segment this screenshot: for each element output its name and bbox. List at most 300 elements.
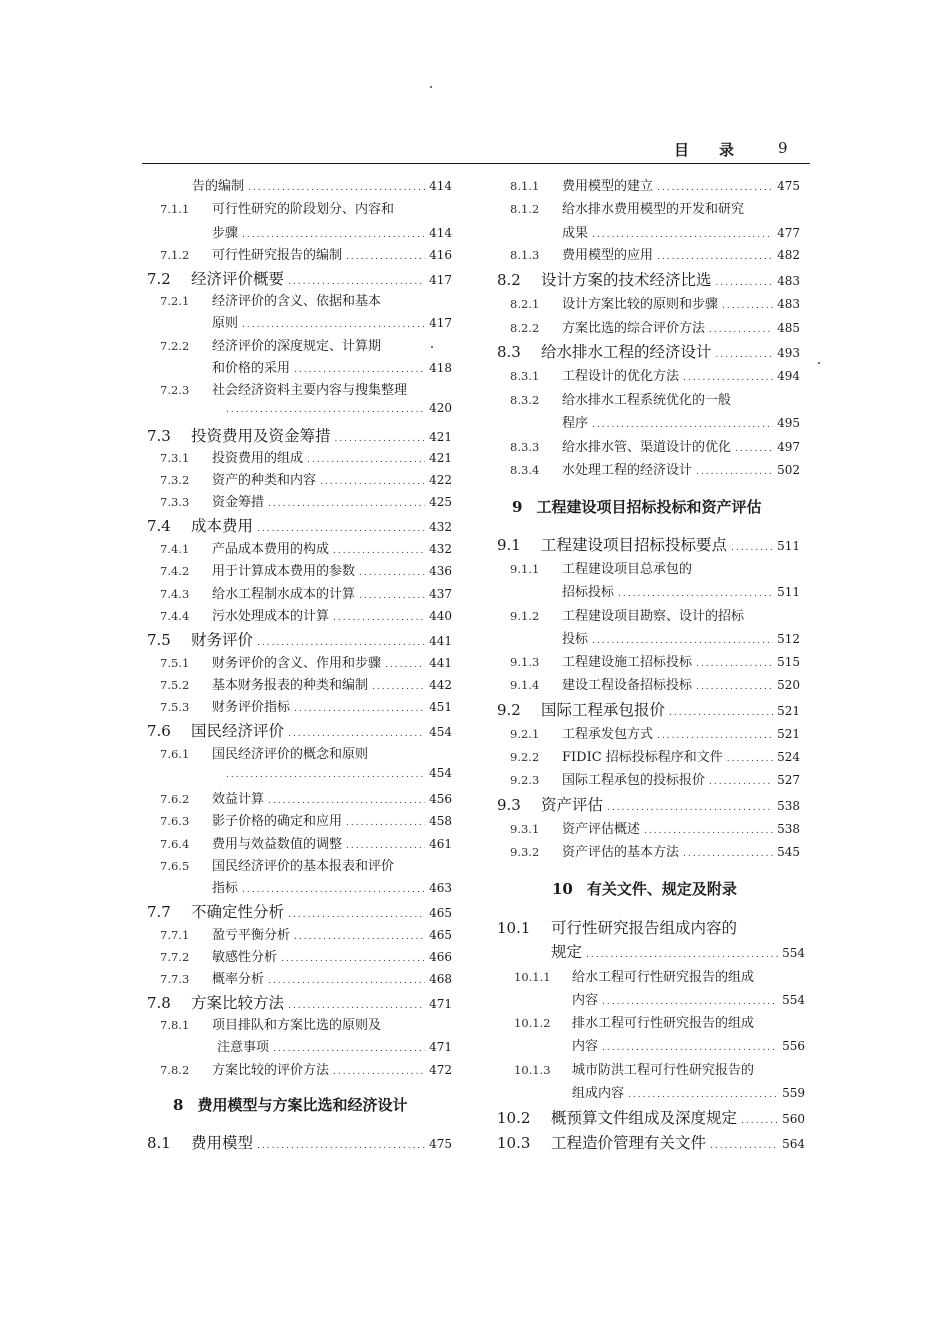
dot-leader bbox=[696, 467, 773, 477]
dot-leader bbox=[346, 252, 425, 262]
toc-subsection-entry[interactable] bbox=[510, 818, 800, 837]
entry-title: 投资费用的组成 bbox=[212, 451, 304, 466]
entry-title: 资金筹措 bbox=[212, 495, 265, 510]
entry-number: 7.7 bbox=[147, 903, 171, 921]
entry-page-number: 417 bbox=[429, 316, 452, 330]
entry-title: 可行性研究报告的编制 bbox=[212, 248, 343, 263]
entry-number: 7.6 bbox=[147, 722, 171, 740]
toc-subsection-entry[interactable] bbox=[160, 469, 452, 488]
toc-subsection-entry[interactable] bbox=[160, 924, 452, 943]
entry-number: 7.6.1 bbox=[160, 747, 190, 761]
entry-page-number: 422 bbox=[429, 473, 452, 487]
entry-number: 7.6.3 bbox=[160, 814, 190, 828]
entry-page-number: 554 bbox=[782, 946, 805, 960]
dot-leader bbox=[359, 591, 425, 601]
entry-page-number: 471 bbox=[429, 997, 452, 1011]
toc-subsection-entry[interactable] bbox=[160, 379, 452, 398]
toc-entry-continuation[interactable] bbox=[562, 222, 800, 241]
entry-number: 7.4.3 bbox=[160, 587, 190, 601]
dot-leader bbox=[731, 543, 773, 553]
dot-leader bbox=[333, 1067, 425, 1077]
toc-entry-continuation[interactable] bbox=[551, 940, 805, 962]
dot-leader bbox=[385, 660, 425, 670]
entry-page-number: 418 bbox=[429, 361, 452, 375]
entry-page-number: 432 bbox=[429, 520, 452, 534]
entry-page-number: 512 bbox=[777, 632, 800, 646]
entry-page-number: 421 bbox=[429, 430, 452, 444]
dot-leader bbox=[320, 477, 425, 487]
toc-section-entry[interactable] bbox=[147, 424, 452, 446]
entry-page-number: 493 bbox=[777, 346, 800, 360]
entry-title: 工程建设项目招标投标要点 bbox=[541, 536, 728, 554]
dot-leader bbox=[294, 704, 425, 714]
toc-entry-continuation[interactable] bbox=[562, 412, 800, 431]
entry-title: 方案比较方法 bbox=[191, 994, 285, 1012]
dot-leader bbox=[346, 818, 425, 828]
entry-title: 内容 bbox=[572, 1039, 599, 1054]
entry-title: 经济评价的含义、依据和基本 bbox=[212, 294, 382, 309]
dot-leader bbox=[716, 278, 774, 288]
toc-entry-continuation[interactable] bbox=[562, 581, 800, 600]
entry-page-number: 441 bbox=[429, 634, 452, 648]
dot-leader bbox=[716, 350, 774, 360]
dot-leader bbox=[735, 444, 773, 454]
entry-title: 经济评价概要 bbox=[191, 270, 285, 288]
toc-subsection-entry[interactable] bbox=[510, 293, 800, 312]
toc-subsection-entry[interactable] bbox=[510, 459, 800, 478]
dot-leader bbox=[628, 1090, 778, 1100]
entry-title: 成果 bbox=[562, 226, 589, 241]
entry-number: 7.2.1 bbox=[160, 294, 190, 308]
dot-leader bbox=[333, 546, 425, 556]
entry-number: 8.3.2 bbox=[510, 393, 540, 407]
dot-leader bbox=[607, 803, 773, 813]
entry-title: 国民经济评价的概念和原则 bbox=[212, 747, 369, 762]
entry-page-number: 559 bbox=[782, 1086, 805, 1100]
entry-number: 7.8.1 bbox=[160, 1018, 190, 1032]
entry-page-number: 494 bbox=[777, 369, 800, 383]
entry-number: 8.1 bbox=[147, 1134, 171, 1152]
entry-number: 7.7.3 bbox=[160, 972, 190, 986]
dot-leader bbox=[288, 277, 425, 287]
toc-subsection-entry[interactable] bbox=[510, 317, 800, 336]
dot-leader bbox=[226, 770, 425, 780]
chapter-title: 有关文件、规定及附录 bbox=[586, 880, 737, 898]
toc-section-entry[interactable] bbox=[497, 916, 800, 938]
entry-page-number: 554 bbox=[782, 993, 805, 1007]
toc-section-entry[interactable] bbox=[497, 1131, 805, 1153]
entry-number: 7.7.1 bbox=[160, 928, 190, 942]
entry-number: 8.3.1 bbox=[510, 369, 540, 383]
dot-leader bbox=[268, 796, 425, 806]
toc-entry-continuation[interactable] bbox=[572, 1082, 805, 1101]
entry-title: 步骤 bbox=[212, 226, 239, 241]
toc-subsection-entry[interactable] bbox=[510, 605, 800, 624]
entry-title: 水处理工程的经济设计 bbox=[562, 463, 693, 478]
entry-number: 7.6.2 bbox=[160, 792, 190, 806]
dot-leader bbox=[226, 405, 425, 415]
dot-leader bbox=[696, 659, 773, 669]
entry-title: 建设工程设备招标投标 bbox=[562, 678, 693, 693]
toc-subsection-entry[interactable] bbox=[160, 674, 452, 693]
entry-title: 国际工程承包的投标报价 bbox=[562, 773, 706, 788]
entry-title: 设计方案比较的原则和步骤 bbox=[562, 297, 719, 312]
entry-title: 成本费用 bbox=[191, 517, 254, 535]
toc-subsection-entry[interactable] bbox=[160, 447, 452, 466]
dot-leader bbox=[248, 183, 425, 193]
dot-leader bbox=[592, 636, 773, 646]
dot-leader bbox=[257, 524, 425, 534]
entry-number: 7.8.2 bbox=[160, 1063, 190, 1077]
entry-title: 基本财务报表的种类和编制 bbox=[212, 678, 369, 693]
toc-section-entry[interactable] bbox=[147, 991, 452, 1013]
toc-subsection-entry[interactable] bbox=[510, 175, 800, 194]
dot-leader bbox=[359, 568, 425, 578]
entry-title: 概率分析 bbox=[212, 972, 265, 987]
dot-leader bbox=[586, 950, 778, 960]
chapter-number: 8 bbox=[173, 1096, 184, 1114]
toc-section-entry[interactable] bbox=[497, 793, 800, 815]
dot-leader bbox=[683, 849, 773, 859]
entry-title: 费用模型的应用 bbox=[562, 248, 654, 263]
toc-subsection-entry[interactable] bbox=[510, 841, 800, 860]
entry-title: 招标投标 bbox=[562, 585, 615, 600]
entry-title: 方案比较的评价方法 bbox=[212, 1063, 330, 1078]
entry-page-number: 442 bbox=[429, 678, 452, 692]
dot-leader bbox=[709, 325, 773, 335]
entry-title: 投标 bbox=[562, 632, 589, 647]
toc-entry-continuation[interactable] bbox=[572, 989, 805, 1008]
dot-leader bbox=[268, 976, 425, 986]
entry-title: 工程造价管理有关文件 bbox=[551, 1134, 707, 1152]
entry-title: 原则 bbox=[212, 316, 239, 331]
entry-page-number: 414 bbox=[429, 179, 452, 193]
entry-title: 国民经济评价 bbox=[191, 722, 285, 740]
entry-page-number: 502 bbox=[777, 463, 800, 477]
entry-title: 组成内容 bbox=[572, 1086, 625, 1101]
toc-entry-continuation[interactable] bbox=[212, 877, 452, 896]
entry-number: 7.2.3 bbox=[160, 383, 190, 397]
toc-subsection-entry[interactable] bbox=[510, 651, 800, 670]
entry-page-number: 465 bbox=[429, 906, 452, 920]
entry-page-number: 437 bbox=[429, 587, 452, 601]
toc-subsection-entry[interactable] bbox=[510, 723, 800, 742]
toc-subsection-entry[interactable] bbox=[160, 538, 452, 557]
scan-speck bbox=[430, 86, 432, 88]
entry-number: 9.1.1 bbox=[510, 562, 540, 576]
entry-number: 7.4.1 bbox=[160, 542, 190, 556]
running-head-title: 目录 bbox=[674, 141, 765, 159]
chapter-title: 工程建设项目招标投标和资产评估 bbox=[536, 498, 762, 516]
entry-title: 可行性研究的阶段划分、内容和 bbox=[212, 202, 395, 217]
entry-page-number: 468 bbox=[429, 972, 452, 986]
entry-page-number: 521 bbox=[777, 704, 800, 718]
toc-subsection-entry[interactable] bbox=[160, 290, 452, 309]
entry-page-number: 521 bbox=[777, 727, 800, 741]
toc-subsection-entry[interactable] bbox=[160, 652, 452, 671]
toc-subsection-entry[interactable] bbox=[510, 769, 800, 788]
toc-subsection-entry[interactable] bbox=[160, 1059, 452, 1078]
dot-leader bbox=[709, 777, 773, 787]
toc-subsection-entry[interactable] bbox=[510, 244, 800, 263]
entry-number: 7.1.2 bbox=[160, 248, 190, 262]
toc-section-entry[interactable] bbox=[147, 628, 452, 650]
entry-title: 工程设计的优化方法 bbox=[562, 369, 680, 384]
toc-section-entry[interactable] bbox=[497, 698, 800, 720]
entry-number: 9.2 bbox=[497, 701, 521, 719]
toc-subsection-entry[interactable] bbox=[160, 560, 452, 579]
entry-number: 9.1.2 bbox=[510, 609, 540, 623]
toc-section-entry[interactable] bbox=[147, 514, 452, 536]
scan-speck bbox=[818, 362, 820, 364]
toc-subsection-entry[interactable] bbox=[160, 583, 452, 602]
dot-leader bbox=[602, 997, 778, 1007]
entry-number: 7.8 bbox=[147, 994, 171, 1012]
entry-number: 7.4.4 bbox=[160, 609, 190, 623]
entry-title: 设计方案的技术经济比选 bbox=[541, 271, 712, 289]
entry-number: 8.3.4 bbox=[510, 463, 540, 477]
entry-title: 注意事项 bbox=[217, 1040, 270, 1055]
toc-subsection-entry[interactable] bbox=[514, 966, 805, 985]
toc-column-right bbox=[480, 0, 810, 1344]
entry-number: 9.3.1 bbox=[510, 822, 540, 836]
entry-title: 用于计算成本费用的参数 bbox=[212, 564, 356, 579]
entry-title: 城市防洪工程可行性研究报告的 bbox=[572, 1063, 755, 1078]
dot-leader bbox=[257, 1141, 425, 1151]
dot-leader bbox=[669, 708, 773, 718]
entry-number: 9.2.2 bbox=[510, 750, 540, 764]
entry-page-number: 511 bbox=[777, 539, 800, 553]
toc-subsection-entry[interactable] bbox=[160, 335, 452, 354]
toc-section-entry[interactable] bbox=[147, 267, 452, 289]
entry-number: 7.7.2 bbox=[160, 950, 190, 964]
toc-subsection-entry[interactable] bbox=[160, 833, 452, 852]
toc-subsection-entry[interactable] bbox=[160, 198, 452, 217]
entry-page-number: 463 bbox=[429, 881, 452, 895]
toc-entry-continuation[interactable] bbox=[212, 357, 452, 376]
toc-entry-continuation[interactable] bbox=[212, 312, 452, 331]
toc-entry-continuation[interactable] bbox=[192, 175, 452, 194]
entry-number: 8.2.2 bbox=[510, 321, 540, 335]
toc-subsection-entry[interactable] bbox=[160, 810, 452, 829]
entry-title: 概预算文件组成及深度规定 bbox=[551, 1109, 738, 1127]
entry-title: 程序 bbox=[562, 416, 589, 431]
entry-page-number: 471 bbox=[429, 1040, 452, 1054]
entry-title: 费用模型的建立 bbox=[562, 179, 654, 194]
dot-leader bbox=[288, 1001, 425, 1011]
entry-number: 9.2.1 bbox=[510, 727, 540, 741]
entry-title: 财务评价的含义、作用和步骤 bbox=[212, 656, 382, 671]
entry-number: 7.4 bbox=[147, 517, 171, 535]
dot-leader bbox=[657, 252, 773, 262]
toc-subsection-entry[interactable] bbox=[160, 491, 452, 510]
entry-number: 7.5 bbox=[147, 631, 171, 649]
entry-number: 7.3.1 bbox=[160, 451, 190, 465]
toc-subsection-entry[interactable] bbox=[160, 696, 452, 715]
dot-leader bbox=[333, 613, 425, 623]
entry-title: 费用与效益数值的调整 bbox=[212, 837, 343, 852]
entry-title: 财务评价 bbox=[191, 631, 254, 649]
toc-subsection-entry[interactable] bbox=[510, 674, 800, 693]
entry-number: 10.2 bbox=[497, 1109, 531, 1127]
entry-page-number: 454 bbox=[429, 725, 452, 739]
toc-entry-continuation[interactable] bbox=[212, 222, 452, 241]
entry-number: 10.3 bbox=[497, 1134, 531, 1152]
dot-leader bbox=[722, 301, 773, 311]
entry-title: 和价格的采用 bbox=[212, 361, 291, 376]
entry-title: 方案比选的综合评价方法 bbox=[562, 321, 706, 336]
entry-title: 影子价格的确定和应用 bbox=[212, 814, 343, 829]
dot-leader bbox=[288, 910, 425, 920]
entry-title: 告的编制 bbox=[192, 179, 245, 194]
entry-page-number: 466 bbox=[429, 950, 452, 964]
entry-number: 8.3.3 bbox=[510, 440, 540, 454]
entry-page-number: 441 bbox=[429, 656, 452, 670]
toc-section-entry[interactable] bbox=[147, 719, 452, 741]
toc-subsection-entry[interactable] bbox=[514, 1012, 805, 1031]
dot-leader bbox=[242, 320, 425, 330]
toc-subsection-entry[interactable] bbox=[160, 968, 452, 987]
entry-page-number: 475 bbox=[777, 179, 800, 193]
entry-page-number: 465 bbox=[429, 928, 452, 942]
toc-section-entry[interactable] bbox=[497, 268, 800, 290]
dot-leader bbox=[696, 682, 773, 692]
entry-number: 8.2 bbox=[497, 271, 521, 289]
toc-subsection-entry[interactable] bbox=[160, 1014, 452, 1033]
dot-leader bbox=[727, 754, 773, 764]
toc-entry-continuation[interactable] bbox=[222, 766, 452, 780]
entry-title: 资产的种类和内容 bbox=[212, 473, 317, 488]
entry-page-number: 485 bbox=[777, 321, 800, 335]
entry-title: 不确定性分析 bbox=[191, 903, 285, 921]
entry-page-number: 421 bbox=[429, 451, 452, 465]
entry-title: 资产评估的基本方法 bbox=[562, 845, 680, 860]
entry-page-number: 524 bbox=[777, 750, 800, 764]
entry-page-number: 511 bbox=[777, 585, 800, 599]
dot-leader bbox=[741, 1116, 778, 1126]
toc-chapter-heading[interactable] bbox=[512, 496, 761, 517]
entry-title: 给水工程制水成本的计算 bbox=[212, 587, 356, 602]
entry-number: 8.2.1 bbox=[510, 297, 540, 311]
toc-entry-continuation[interactable] bbox=[572, 1035, 805, 1054]
entry-title: 工程承发包方式 bbox=[562, 727, 654, 742]
toc-subsection-entry[interactable] bbox=[510, 198, 800, 217]
entry-title: 效益计算 bbox=[212, 792, 265, 807]
entry-title: 国际工程承包报价 bbox=[541, 701, 666, 719]
toc-subsection-entry[interactable] bbox=[160, 788, 452, 807]
entry-number: 7.1.1 bbox=[160, 202, 190, 216]
entry-page-number: 520 bbox=[777, 678, 800, 692]
entry-page-number: 432 bbox=[429, 542, 452, 556]
entry-page-number: 495 bbox=[777, 416, 800, 430]
entry-page-number: 451 bbox=[429, 700, 452, 714]
entry-page-number: 497 bbox=[777, 440, 800, 454]
toc-section-entry[interactable] bbox=[497, 340, 800, 362]
scan-speck bbox=[431, 346, 433, 348]
entry-page-number: 461 bbox=[429, 837, 452, 851]
entry-number: 7.6.5 bbox=[160, 859, 190, 873]
toc-entry-continuation[interactable] bbox=[222, 401, 452, 415]
entry-number: 10.1.1 bbox=[514, 970, 551, 984]
toc-chapter-heading[interactable] bbox=[173, 1094, 407, 1115]
entry-page-number: 556 bbox=[782, 1039, 805, 1053]
entry-number: 7.2.2 bbox=[160, 339, 190, 353]
entry-title: 指标 bbox=[212, 881, 239, 896]
dot-leader bbox=[346, 841, 425, 851]
entry-title: 项目排队和方案比选的原则及 bbox=[212, 1018, 382, 1033]
toc-section-entry[interactable] bbox=[497, 1106, 805, 1128]
toc-entry-continuation[interactable] bbox=[562, 628, 800, 647]
dot-leader bbox=[273, 1044, 425, 1054]
toc-subsection-entry[interactable] bbox=[510, 389, 800, 408]
entry-page-number: 472 bbox=[429, 1063, 452, 1077]
toc-subsection-entry[interactable] bbox=[514, 1059, 805, 1078]
entry-page-number: 483 bbox=[777, 297, 800, 311]
dot-leader bbox=[288, 729, 425, 739]
toc-subsection-entry[interactable] bbox=[160, 605, 452, 624]
entry-page-number: 458 bbox=[429, 814, 452, 828]
entry-title: 给水工程可行性研究报告的组成 bbox=[572, 970, 755, 985]
dot-leader bbox=[644, 826, 773, 836]
entry-page-number: 417 bbox=[429, 273, 452, 287]
toc-subsection-entry[interactable] bbox=[510, 365, 800, 384]
entry-number: 9.1.4 bbox=[510, 678, 540, 692]
entry-page-number: 414 bbox=[429, 226, 452, 240]
toc-entry-continuation[interactable] bbox=[217, 1036, 452, 1055]
toc-subsection-entry[interactable] bbox=[160, 946, 452, 965]
entry-number: 9.3 bbox=[497, 796, 521, 814]
entry-number: 7.3.2 bbox=[160, 473, 190, 487]
entry-title: FIDIC 招标投标程序和文件 bbox=[562, 750, 723, 765]
entry-number: 9.2.3 bbox=[510, 773, 540, 787]
toc-chapter-heading[interactable] bbox=[552, 878, 737, 899]
entry-title: 费用模型 bbox=[191, 1134, 254, 1152]
entry-title: 工程建设项目勘察、设计的招标 bbox=[562, 609, 745, 624]
toc-subsection-entry[interactable] bbox=[510, 436, 800, 455]
entry-number: 7.5.1 bbox=[160, 656, 190, 670]
entry-title: 给水排水工程的经济设计 bbox=[541, 343, 712, 361]
entry-number: 8.1.3 bbox=[510, 248, 540, 262]
entry-page-number: 420 bbox=[429, 401, 452, 415]
entry-page-number: 454 bbox=[429, 766, 452, 780]
dot-leader bbox=[294, 932, 425, 942]
entry-title: 给水排水管、渠道设计的优化 bbox=[562, 440, 732, 455]
dot-leader bbox=[657, 731, 773, 741]
entry-number: 7.5.2 bbox=[160, 678, 190, 692]
toc-section-entry[interactable] bbox=[147, 1131, 452, 1153]
entry-page-number: 482 bbox=[777, 248, 800, 262]
entry-number: 9.3.2 bbox=[510, 845, 540, 859]
toc-subsection-entry[interactable] bbox=[160, 855, 452, 874]
toc-subsection-entry[interactable] bbox=[510, 746, 800, 765]
entry-number: 9.1 bbox=[497, 536, 521, 554]
entry-number: 7.4.2 bbox=[160, 564, 190, 578]
toc-subsection-entry[interactable] bbox=[160, 743, 452, 762]
entry-title: 资产评估 bbox=[541, 796, 604, 814]
entry-title: 污水处理成本的计算 bbox=[212, 609, 330, 624]
entry-number: 10.1 bbox=[497, 919, 531, 937]
toc-column-left bbox=[0, 0, 470, 1344]
chapter-number: 10 bbox=[552, 880, 573, 898]
entry-title: 工程建设项目总承包的 bbox=[562, 562, 693, 577]
entry-page-number: 440 bbox=[429, 609, 452, 623]
toc-subsection-entry[interactable] bbox=[510, 558, 800, 577]
toc-section-entry[interactable] bbox=[497, 533, 800, 555]
entry-number: 10.1.3 bbox=[514, 1063, 551, 1077]
toc-section-entry[interactable] bbox=[147, 900, 452, 922]
dot-leader bbox=[268, 499, 425, 509]
toc-subsection-entry[interactable] bbox=[160, 244, 452, 263]
